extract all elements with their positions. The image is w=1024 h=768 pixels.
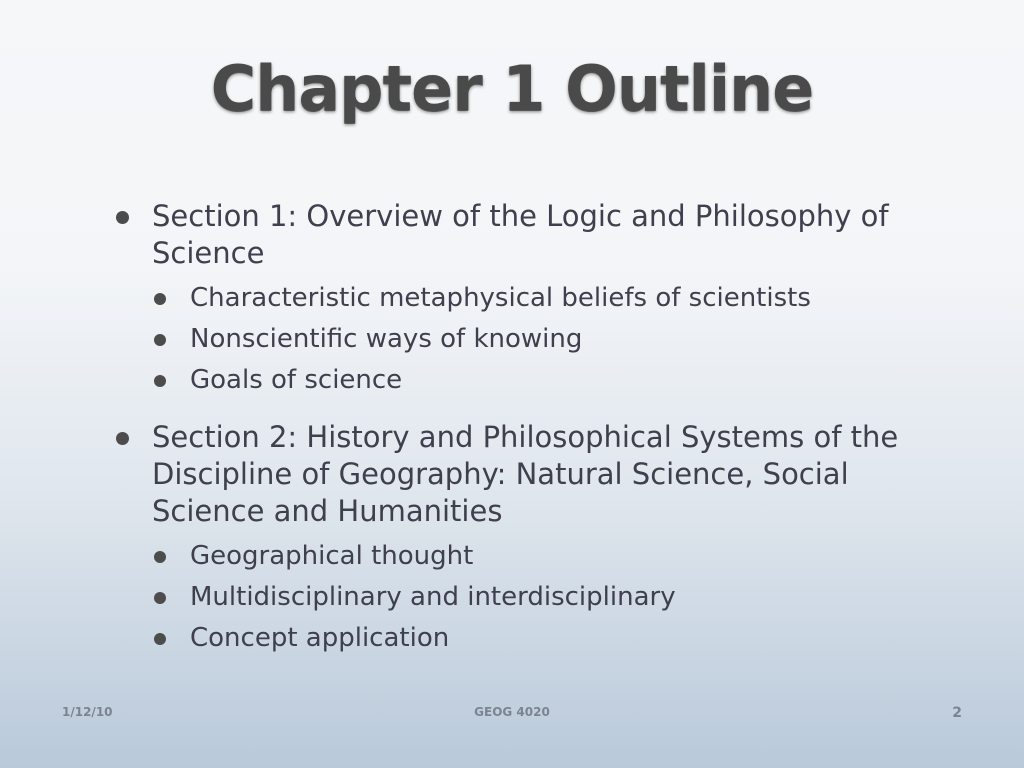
bullet-dot-icon: [116, 432, 129, 445]
sub-bullet-label: Nonscientific ways of knowing: [190, 324, 583, 354]
bullet-dot-icon: [154, 334, 166, 346]
sub-bullet: [152, 278, 912, 319]
slide-title: Chapter 1 Outline: [210, 52, 814, 125]
sub-bullet: [152, 319, 912, 360]
sub-bullet-label: Concept application: [190, 623, 450, 653]
section-2-subitems: [152, 536, 912, 659]
section-1-subitems: [152, 278, 912, 401]
footer-course: GEOG 4020: [474, 705, 550, 719]
bullet-dot-icon: [154, 293, 166, 305]
sub-bullet-label: Multidisciplinary and interdisciplinary: [190, 582, 676, 612]
bullet-dot-icon: [154, 592, 166, 604]
section-spacer: [112, 401, 912, 419]
sub-bullet: [152, 536, 912, 577]
bullet-dot-icon: [154, 551, 166, 563]
footer-date: 1/12/10: [62, 705, 113, 719]
sub-bullet: [152, 577, 912, 618]
sub-bullet: [152, 360, 912, 401]
bullet-dot-icon: [154, 375, 166, 387]
slide-content: [112, 198, 912, 659]
section-1-label: Section 1: Overview of the Logic and Philosophy of Science: [152, 199, 889, 270]
section-2-label: Section 2: History and Philosophical Systems of the Discipline of Geography: Natural Science, Social Science and Humanities: [152, 420, 899, 528]
bullet-dot-icon: [116, 211, 129, 224]
sub-bullet-label: Characteristic metaphysical beliefs of scientists: [190, 283, 811, 313]
footer-page-number: 2: [952, 705, 962, 721]
sub-bullet-label: Geographical thought: [190, 541, 474, 571]
sub-bullet: [152, 618, 912, 659]
bullet-section-2: [112, 419, 912, 530]
sub-bullet-label: Goals of science: [190, 365, 403, 395]
bullet-section-1: [112, 198, 912, 272]
bullet-dot-icon: [154, 633, 166, 645]
